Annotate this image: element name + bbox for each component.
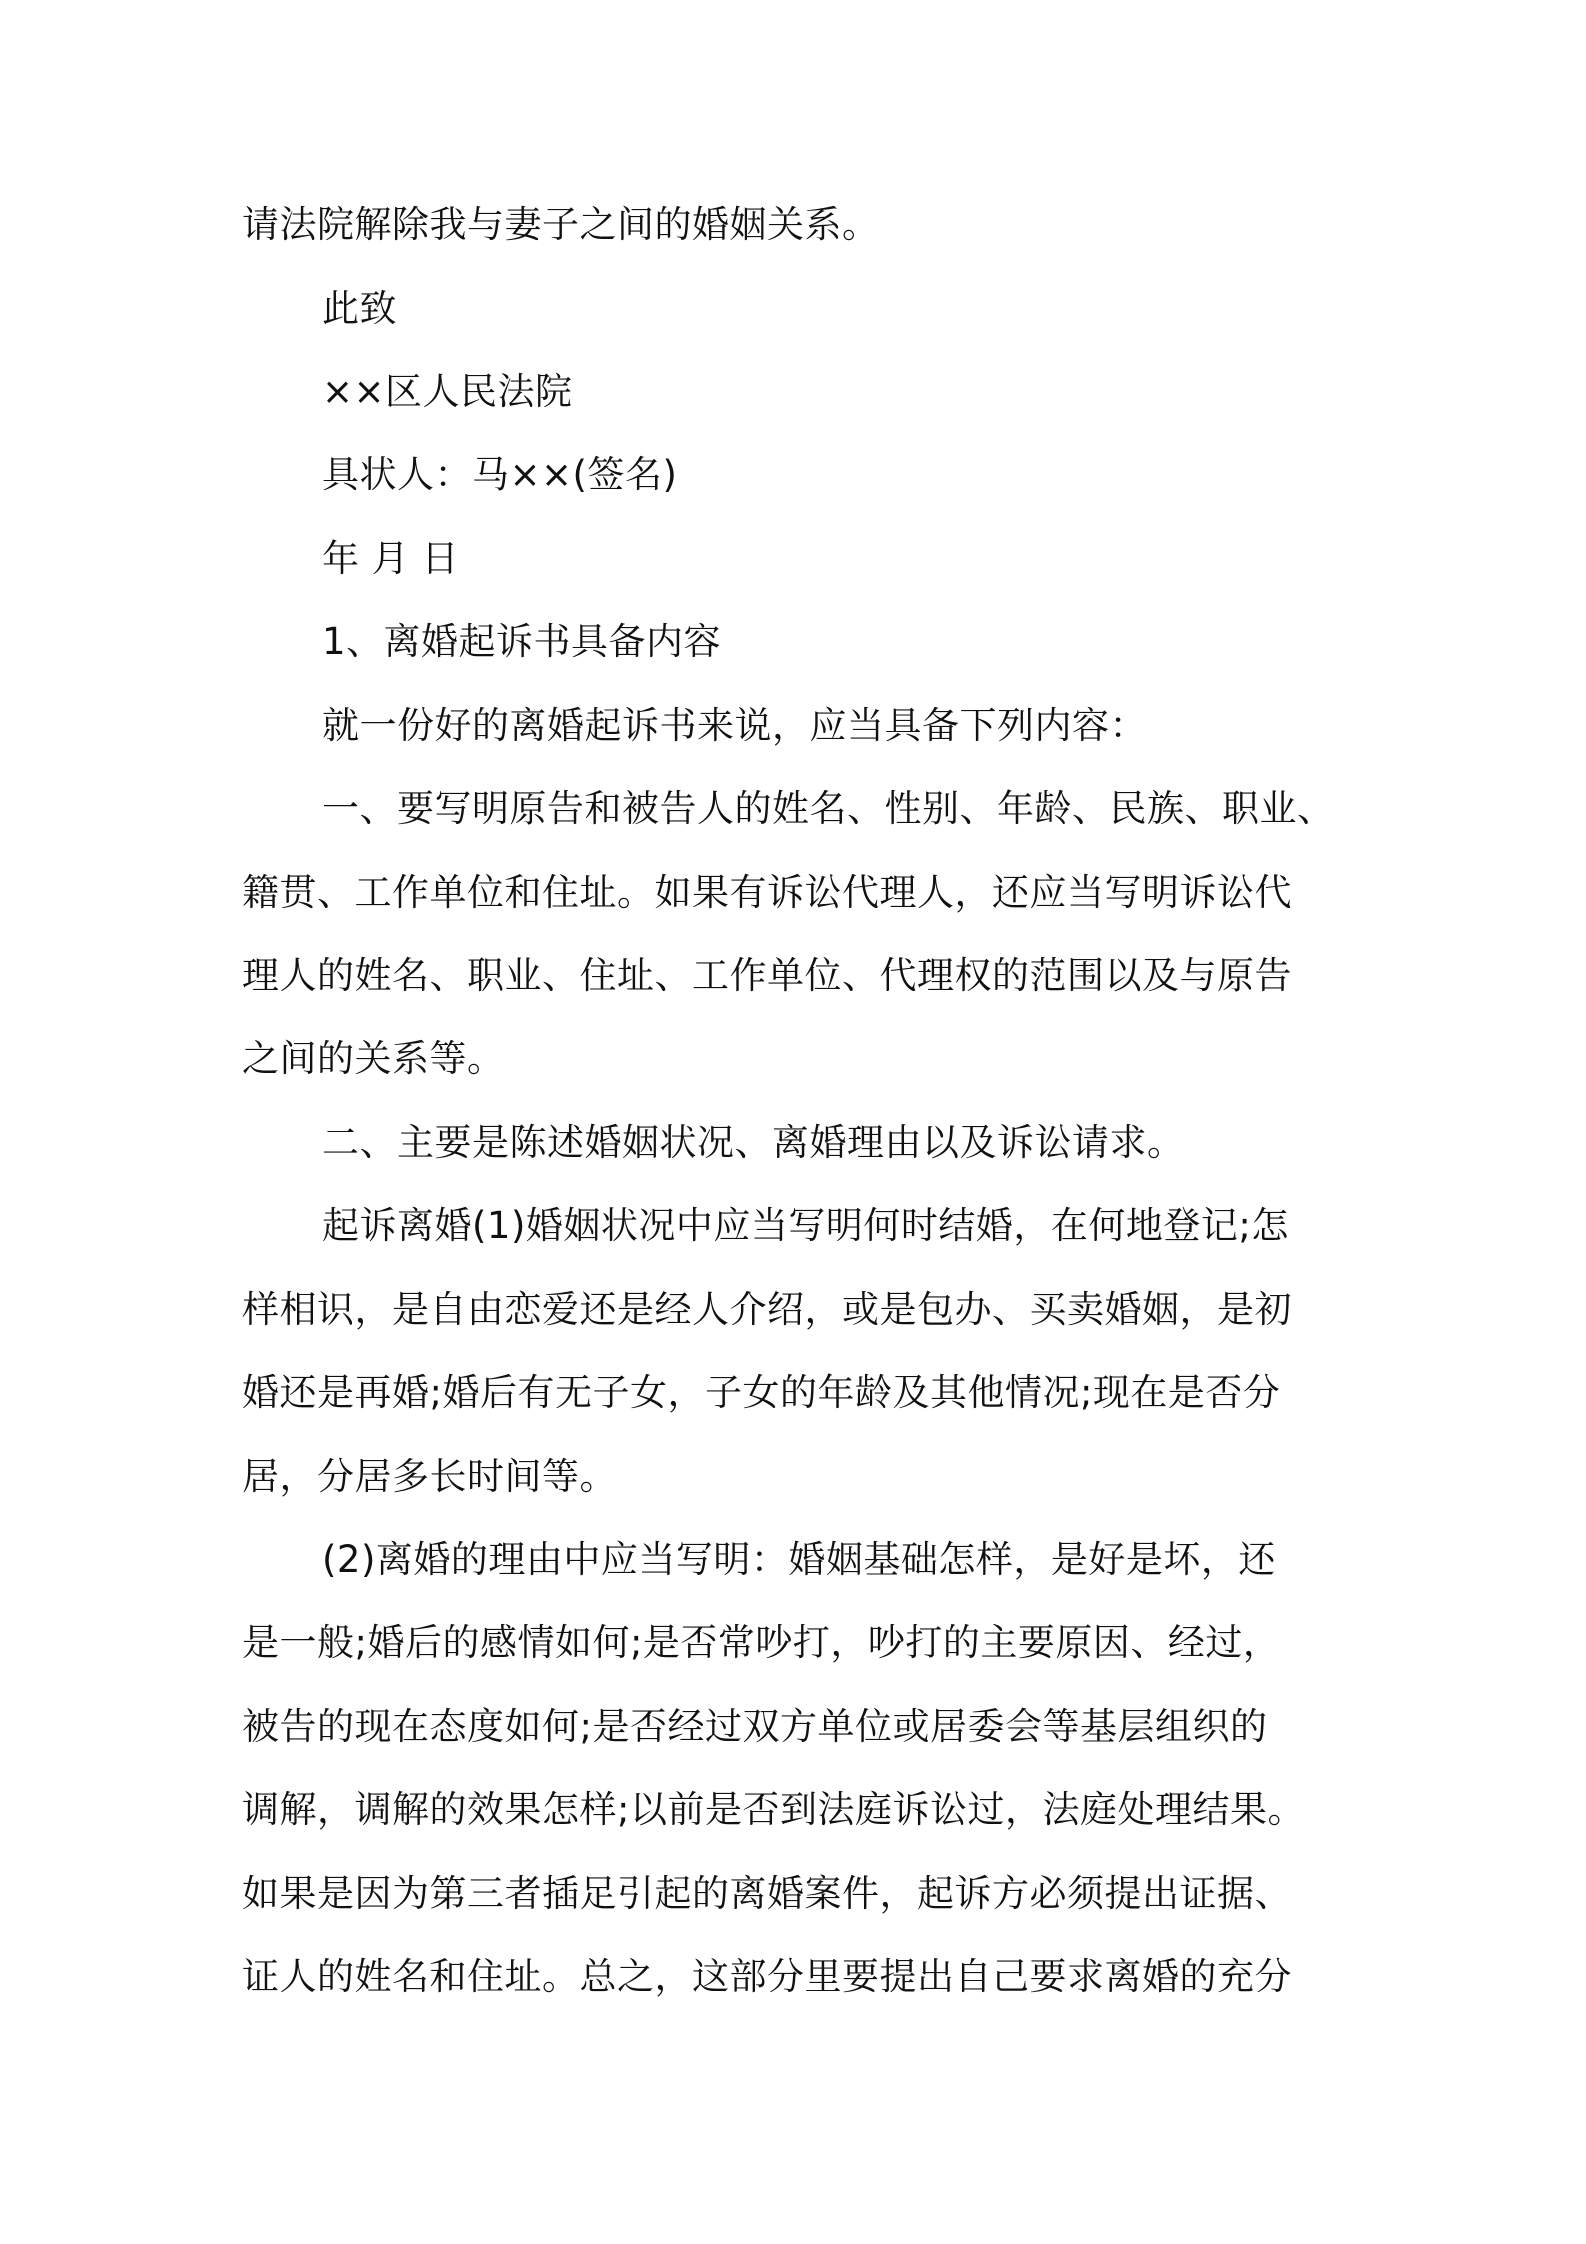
text-line: 样相识，是自由恋爱还是经人介绍，或是包办、买卖婚姻，是初 xyxy=(242,1288,1292,1331)
signatory-line: 具状人：马××(签名) xyxy=(322,453,678,496)
text-line: 一、要写明原告和被告人的姓名、性别、年龄、民族、职业、 xyxy=(322,787,1335,830)
text-line: 如果是因为第三者插足引起的离婚案件，起诉方必须提出证据、 xyxy=(242,1872,1292,1915)
court-addressee: ××区人民法院 xyxy=(322,370,573,413)
text-line: 婚还是再婚;婚后有无子女，子女的年龄及其他情况;现在是否分 xyxy=(242,1371,1281,1414)
closing-salutation: 此致 xyxy=(322,287,397,330)
text-line: 被告的现在态度如何;是否经过双方单位或居委会等基层组织的 xyxy=(242,1705,1268,1748)
text-line: 调解，调解的效果怎样;以前是否到法庭诉讼过，法庭处理结果。 xyxy=(242,1788,1305,1831)
text-line: 就一份好的离婚起诉书来说，应当具备下列内容： xyxy=(322,704,1147,747)
text-line: 籍贯、工作单位和住址。如果有诉讼代理人，还应当写明诉讼代 xyxy=(242,871,1292,914)
text-line: 请法院解除我与妻子之间的婚姻关系。 xyxy=(242,203,880,246)
text-line: 居，分居多长时间等。 xyxy=(242,1455,617,1498)
text-line: 二、主要是陈述婚姻状况、离婚理由以及诉讼请求。 xyxy=(322,1121,1185,1164)
text-line: 之间的关系等。 xyxy=(242,1037,505,1080)
text-line: 理人的姓名、职业、住址、工作单位、代理权的范围以及与原告 xyxy=(242,954,1292,997)
section-heading: 1、离婚起诉书具备内容 xyxy=(322,620,722,663)
text-line: (2)离婚的理由中应当写明：婚姻基础怎样，是好是坏，还 xyxy=(322,1538,1276,1581)
text-line: 起诉离婚(1)婚姻状况中应当写明何时结婚，在何地登记;怎 xyxy=(322,1204,1289,1247)
text-line: 证人的姓名和住址。总之，这部分里要提出自己要求离婚的充分 xyxy=(242,1955,1292,1998)
date-line: 年 月 日 xyxy=(322,537,460,580)
text-line: 是一般;婚后的感情如何;是否常吵打，吵打的主要原因、经过， xyxy=(242,1621,1281,1664)
